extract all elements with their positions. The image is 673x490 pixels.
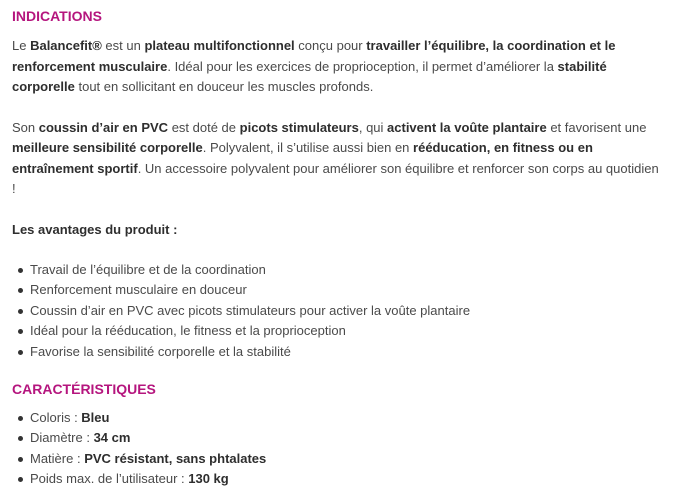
characteristics-heading: CARACTÉRISTIQUES [12, 381, 156, 398]
indications-paragraph-intro [12, 36, 661, 98]
brand-name: Balancefit® [30, 38, 102, 53]
highlight-text: picots stimulateurs [239, 119, 359, 135]
characteristic-value: Bleu [81, 410, 110, 426]
highlight-text: rééducation, en fitness ou en entraînement sportif [12, 140, 593, 176]
text-fragment: est doté de [168, 119, 240, 135]
characteristic-color [12, 408, 661, 428]
characteristic-label: Poids max. de l’utilisateur : [30, 471, 189, 487]
list-item: Travail de l’équilibre et de la coordination [12, 260, 661, 280]
highlight-text: travailler l’équilibre, la coordination et le renforcement musculaire [12, 38, 616, 74]
characteristic-label: Coloris : [30, 410, 82, 426]
text-fragment: Son [12, 119, 39, 135]
characteristic-value: PVC résistant, sans phtalates [84, 450, 267, 466]
text-fragment: conçu pour [294, 38, 367, 53]
characteristic-label: Diamètre : [30, 430, 94, 446]
characteristic-material [12, 449, 661, 469]
highlight-text: activent la voûte plantaire [387, 119, 547, 135]
text-fragment: . Un accessoire polyvalent pour améliorer son équilibre et renforcer son corps au quotidien ! [12, 160, 659, 196]
text-fragment: tout en sollicitant en douceur les muscles profonds. [74, 79, 374, 94]
text-fragment: est un [101, 38, 145, 53]
list-item: Renforcement musculaire en douceur [12, 280, 661, 300]
list-item: Coussin d’air en PVC avec picots stimulateurs pour activer la voûte plantaire [12, 301, 661, 321]
characteristic-diameter [12, 428, 661, 448]
advantages-heading-text: Les avantages du produit : [12, 221, 178, 237]
text-fragment: . Idéal pour les exercices de proprioception, il permet d’améliorer la [167, 58, 558, 74]
characteristic-value: 34 cm [93, 430, 131, 446]
list-item: Favorise la sensibilité corporelle et la stabilité [12, 342, 661, 362]
highlight-text: coussin d’air en PVC [38, 119, 169, 135]
highlight-text: stabilité corporelle [12, 58, 607, 94]
list-item: Idéal pour la rééducation, le fitness et la proprioception [12, 321, 661, 341]
text-fragment: et favorisent une [546, 119, 647, 135]
characteristics-list [12, 408, 661, 490]
text-fragment: . Polyvalent, il s’utilise aussi bien en [202, 140, 414, 155]
advantages-list [12, 260, 661, 362]
highlight-text: plateau multifonctionnel [144, 38, 295, 53]
highlight-text: meilleure sensibilité corporelle [12, 140, 203, 155]
text-fragment: Le [12, 38, 31, 53]
characteristic-value: 130 kg [188, 471, 229, 487]
text-fragment: , qui [358, 119, 388, 135]
indications-heading: INDICATIONS [12, 8, 102, 24]
characteristic-max-weight [12, 469, 661, 489]
characteristic-label: Matière : [30, 450, 85, 466]
indications-paragraph-details [12, 118, 661, 200]
advantages-heading [12, 220, 661, 241]
